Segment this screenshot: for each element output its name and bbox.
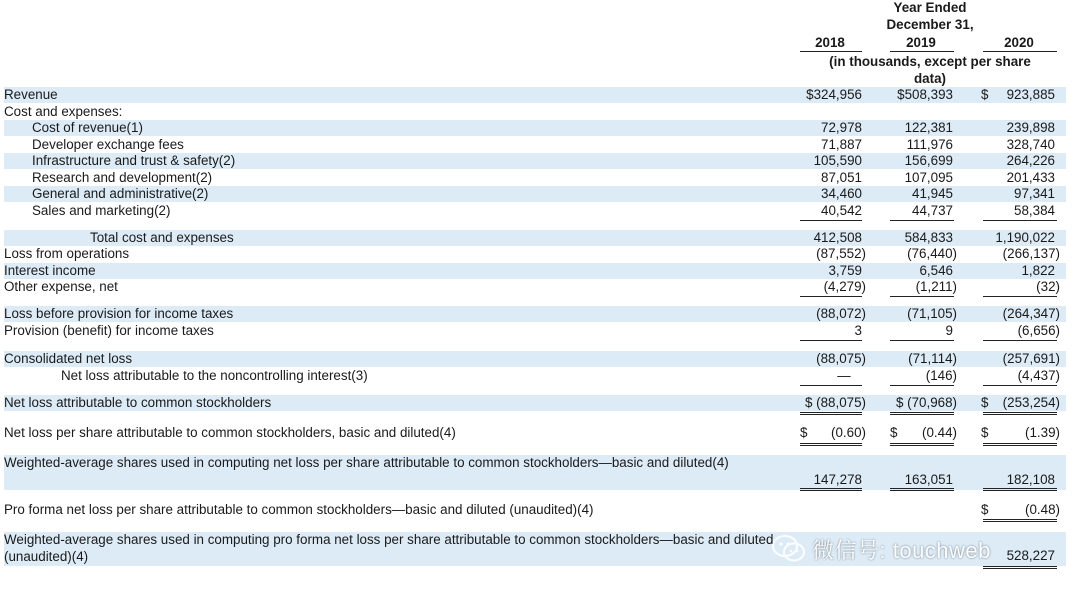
value-2020: 264,226: [1006, 153, 1055, 168]
value-2018: $324,956: [806, 87, 862, 102]
row-interest-income: [4, 263, 1066, 279]
value-2019: 111,976: [906, 137, 953, 152]
watermark: [772, 532, 991, 566]
value-2018: 105,590: [813, 153, 862, 168]
value-2020: 201,433: [1006, 170, 1055, 185]
value-2018: 87,051: [821, 170, 862, 185]
value-2019: 122,381: [904, 120, 953, 135]
dollar-sign: $: [890, 425, 898, 440]
value-2018: 40,542: [821, 203, 862, 218]
row-label: Pro forma net loss per share attributable to common stockholders—basic and diluted (unaudited)(4): [4, 502, 594, 517]
header-year-ended: Year Ended: [893, 0, 967, 15]
value-2020: (0.48): [1025, 502, 1060, 517]
value-2019: $ (70,968): [895, 395, 957, 410]
value-2020: (266,137): [1002, 246, 1060, 261]
header-year-2020: 2020: [1004, 35, 1034, 50]
value-2020: 239,898: [1006, 120, 1055, 135]
row-label: Research and development(2): [32, 170, 213, 185]
row-other-expense: [4, 279, 1066, 295]
row-label: Sales and marketing(2): [32, 203, 171, 218]
wechat-icon: [772, 534, 806, 564]
value-2019: 44,737: [912, 203, 953, 218]
value-2018: 71,887: [821, 137, 862, 152]
row-label: Interest income: [4, 263, 96, 278]
value-2020: 923,885: [1006, 87, 1055, 102]
value-2020: 1,822: [1021, 263, 1055, 278]
value-2019: (71,105): [907, 306, 957, 321]
value-2018: (87,552): [816, 246, 866, 261]
value-2020: (6,656): [1017, 323, 1060, 338]
row-cost-of-revenue: [4, 120, 1066, 136]
value-2019: $508,393: [897, 87, 953, 102]
header-year-2019: 2019: [906, 35, 936, 50]
row-label: Total cost and expenses: [90, 230, 234, 245]
row-loss-operations: [4, 246, 1066, 262]
row-noncontrolling: [4, 368, 1066, 384]
value-2019: (71,114): [908, 351, 957, 366]
row-label: Other expense, net: [4, 279, 118, 294]
value-2019: 156,699: [904, 153, 953, 168]
dollar-sign: $: [981, 502, 989, 517]
value-2019: (146): [925, 368, 957, 383]
row-label: Cost of revenue(1): [32, 120, 143, 135]
value-2020: 97,341: [1014, 186, 1055, 201]
value-2020: 528,227: [1006, 548, 1055, 563]
row-label: Weighted-average shares used in computing pro forma net loss per share attributable to common stockholders—basic and diluted (unaudited)(4): [4, 532, 774, 564]
value-2018: 3,759: [828, 263, 862, 278]
row-label: Developer exchange fees: [32, 137, 184, 152]
value-2018: (4,279): [823, 279, 866, 294]
value-2019: 584,833: [904, 230, 953, 245]
row-label: Loss before provision for income taxes: [4, 306, 234, 321]
value-2020: 58,384: [1014, 203, 1055, 218]
row-loss-before-tax: [4, 306, 1066, 322]
row-label: Net loss attributable to the noncontrolling interest(3): [61, 368, 368, 383]
value-2019: (76,440): [907, 246, 957, 261]
row-research: [4, 170, 1066, 186]
header-units-line2: data): [914, 71, 946, 86]
value-2018: (88,072): [816, 306, 866, 321]
value-2018: 412,508: [813, 230, 862, 245]
row-label: Infrastructure and trust & safety(2): [32, 153, 236, 168]
value-2018: 147,278: [813, 472, 862, 487]
value-2020: (1.39): [1025, 425, 1060, 440]
row-revenue: [4, 87, 1066, 103]
value-2020: 1,190,022: [995, 230, 1055, 245]
row-net-loss-per-share: [4, 425, 1066, 441]
value-2020: (4,437): [1017, 368, 1060, 383]
row-general-admin: [4, 186, 1066, 202]
dollar-sign: $: [981, 87, 989, 102]
row-label: Net loss per share attributable to common stockholders, basic and diluted(4): [4, 425, 456, 440]
value-2018: —: [837, 368, 851, 383]
value-2018: 34,460: [821, 186, 862, 201]
value-2018: 72,978: [821, 120, 862, 135]
row-net-loss-common: [4, 395, 1066, 411]
value-2018: 3: [854, 323, 862, 338]
value-2018: (88,075): [816, 351, 866, 366]
row-total-cost: [4, 230, 1066, 246]
header-units-line1: (in thousands, except per share: [829, 54, 1031, 69]
row-pro-forma-per-share: [4, 502, 1066, 518]
value-2020: (253,254): [1002, 395, 1060, 410]
header-date: December 31,: [886, 17, 974, 32]
row-label: Loss from operations: [4, 246, 130, 261]
value-2020: 182,108: [1006, 472, 1055, 487]
row-sales-marketing: [4, 203, 1066, 219]
row-weighted-average-shares: [4, 455, 1066, 490]
dollar-sign: $: [981, 395, 989, 410]
row-label: Revenue: [4, 87, 58, 102]
row-label: Provision (benefit) for income taxes: [4, 323, 214, 338]
value-2019: 6,546: [919, 263, 953, 278]
row-developer-fees: [4, 137, 1066, 153]
value-2018: (0.60): [831, 425, 866, 440]
value-2019: 41,945: [912, 186, 953, 201]
value-2019: 107,095: [904, 170, 953, 185]
value-2020: (264,347): [1002, 306, 1060, 321]
watermark-text: 微信号: touchweb: [812, 537, 991, 563]
row-label: Consolidated net loss: [4, 351, 133, 366]
dollar-sign: $: [800, 425, 808, 440]
value-2020: 328,740: [1006, 137, 1055, 152]
row-label: Cost and expenses:: [4, 104, 123, 119]
value-2019: (1,211): [915, 279, 957, 294]
value-2018: $ (88,075): [804, 395, 866, 410]
header-year-2018: 2018: [815, 35, 845, 50]
row-infrastructure: [4, 153, 1066, 169]
row-cost-header: [4, 104, 1066, 120]
value-2020: (32): [1036, 279, 1060, 294]
value-2020: (257,691): [1002, 351, 1060, 366]
value-2019: 163,051: [904, 472, 953, 487]
value-2019: (0.44): [922, 425, 957, 440]
row-label: Weighted-average shares used in computing net loss per share attributable to common stockholders—basic and diluted(4): [4, 455, 729, 470]
value-2019: 9: [945, 323, 953, 338]
row-label: Net loss attributable to common stockholders: [4, 395, 272, 410]
row-label: General and administrative(2): [32, 186, 209, 201]
row-consolidated-net-loss: [4, 351, 1066, 367]
dollar-sign: $: [981, 425, 989, 440]
row-provision: [4, 323, 1066, 339]
